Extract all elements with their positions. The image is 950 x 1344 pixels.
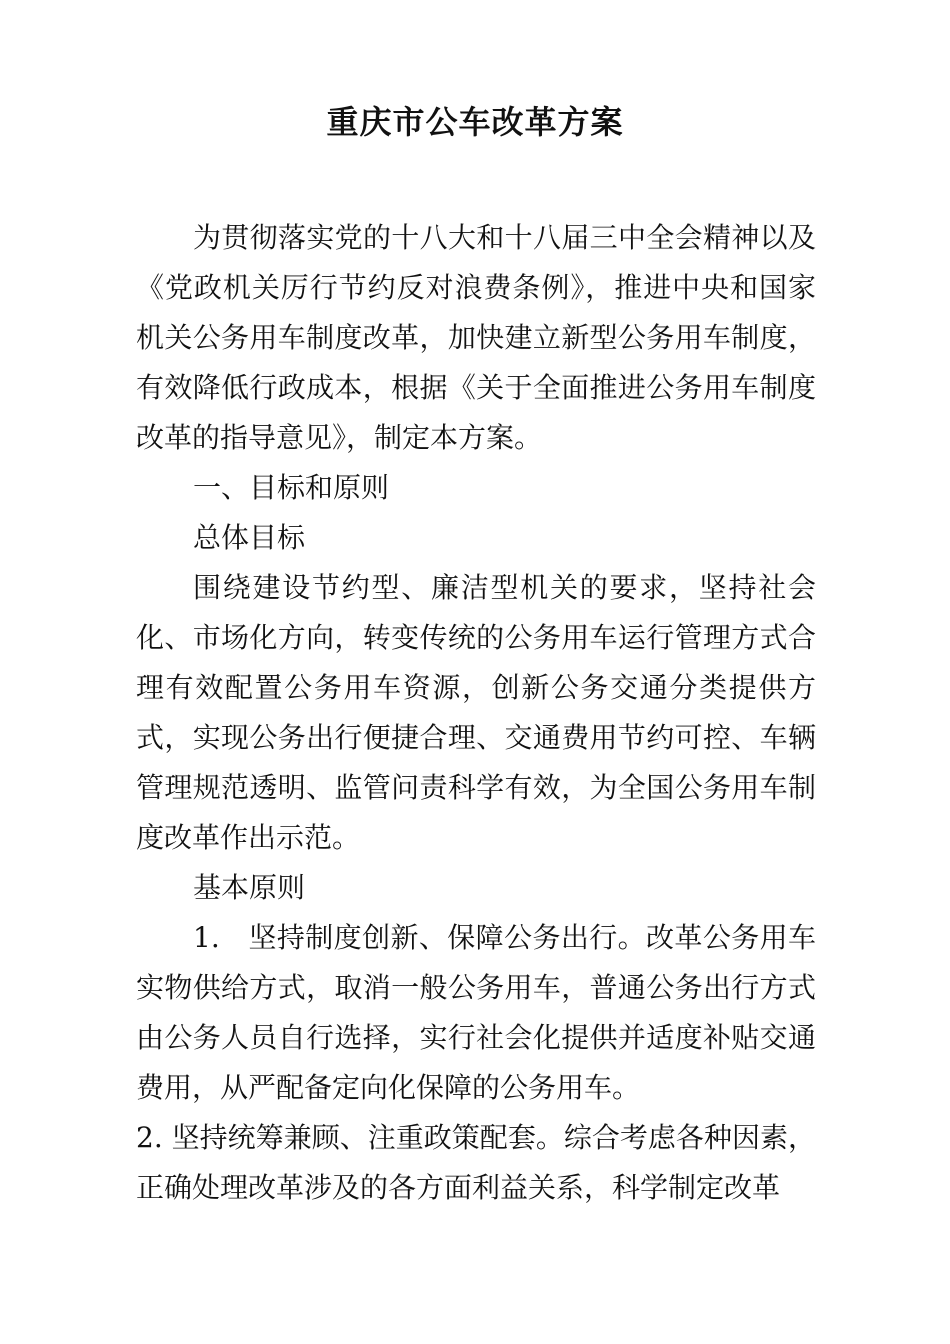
subheading-basic-principles: 基本原则: [193, 871, 306, 904]
paragraph-intro: 为贯彻落实党的十八大和十八届三中全会精神以及《党政机关厉行节约反对浪费条例》，推进中央和国家机关公务用车制度改革，加快建立新型公务用车制度，有效降低行政成本，根据《关于全面推进公务用车制度改革的指导意见》，制定本方案。: [136, 221, 816, 454]
subheading-overall-goal: 总体目标: [193, 521, 306, 554]
document-body: [136, 213, 816, 1213]
document-title: 重庆市公车改革方案: [326, 103, 624, 141]
paragraph-overall-goal: 围绕建设节约型、廉洁型机关的要求，坚持社会化、市场化方向，转变传统的公务用车运行管理方式合理有效配置公务用车资源，创新公务交通分类提供方式，实现公务出行便捷合理、交通费用节约可控、车辆管理规范透明、监管问责科学有效，为全国公务用车制度改革作出示范。: [136, 571, 816, 854]
paragraph-principle-1: 1. 坚持制度创新、保障公务出行。改革公务用车实物供给方式，取消一般公务用车，普通公务出行方式由公务人员自行选择，实行社会化提供并适度补贴交通费用，从严配备定向化保障的公务用车。: [136, 921, 816, 1104]
section-heading-goals-principles: 一、目标和原则: [193, 471, 390, 504]
paragraph-principle-2: 2. 坚持统筹兼顾、注重政策配套。综合考虑各种因素，正确处理改革涉及的各方面利益关系，科学制定改革: [136, 1121, 816, 1204]
